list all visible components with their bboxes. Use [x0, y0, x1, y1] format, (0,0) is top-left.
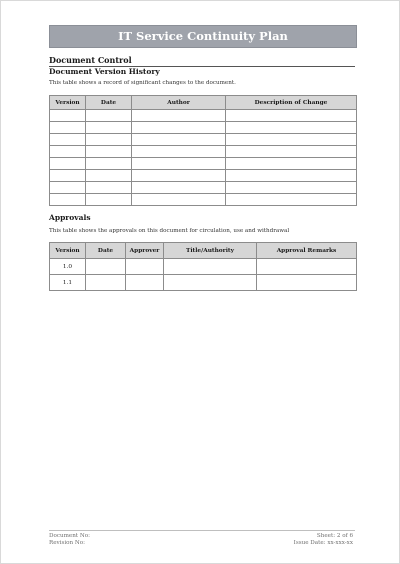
- table-cell[interactable]: [164, 275, 257, 291]
- footer-revision-no: Revision No:: [49, 540, 86, 546]
- column-header-title-authority: Title/Authority: [164, 243, 257, 259]
- table-row: [50, 134, 357, 146]
- table-cell[interactable]: [226, 170, 357, 182]
- footer-issue-date: Issue Date: xx-xxx-xx: [293, 540, 353, 546]
- column-header-version: Version: [50, 96, 86, 110]
- table-cell[interactable]: [132, 182, 226, 194]
- table-cell[interactable]: [132, 134, 226, 146]
- table-cell[interactable]: [132, 146, 226, 158]
- version-history-table: [49, 95, 357, 206]
- version-history-description: This table shows a record of significant changes to the document.: [49, 80, 236, 86]
- table-cell[interactable]: [226, 146, 357, 158]
- column-header-description-of-change: Description of Change: [226, 96, 357, 110]
- version-history-heading: Document Version History: [49, 67, 160, 76]
- footer-document-no: Document No:: [49, 533, 90, 539]
- table-row: [50, 122, 357, 134]
- table-row: [50, 170, 357, 182]
- table-cell[interactable]: [50, 110, 86, 122]
- footer-divider: [49, 530, 355, 531]
- table-cell[interactable]: [86, 134, 132, 146]
- table-cell[interactable]: [86, 122, 132, 134]
- table-cell[interactable]: [86, 182, 132, 194]
- table-row: [50, 146, 357, 158]
- table-row: [50, 158, 357, 170]
- table-row: [50, 182, 357, 194]
- table-cell[interactable]: [226, 182, 357, 194]
- table-cell[interactable]: [132, 122, 226, 134]
- table-cell[interactable]: [226, 110, 357, 122]
- table-cell[interactable]: [164, 259, 257, 275]
- table-cell[interactable]: [50, 134, 86, 146]
- table-cell[interactable]: [132, 110, 226, 122]
- table-cell[interactable]: [226, 134, 357, 146]
- table-cell-version[interactable]: 1.1: [50, 275, 86, 291]
- table-cell[interactable]: [132, 194, 226, 206]
- table-cell-version[interactable]: 1.0: [50, 259, 86, 275]
- table-row: [50, 259, 357, 275]
- table-cell[interactable]: [50, 158, 86, 170]
- table-cell[interactable]: [257, 275, 357, 291]
- table-cell[interactable]: [226, 122, 357, 134]
- table-cell[interactable]: [50, 182, 86, 194]
- table-cell[interactable]: [257, 259, 357, 275]
- approvals-description: This table shows the approvals on this document for circulation, use and withdrawal: [49, 228, 290, 234]
- table-cell[interactable]: [226, 194, 357, 206]
- approvals-table: [49, 242, 357, 291]
- table-cell[interactable]: [132, 158, 226, 170]
- column-header-approver: Approver: [126, 243, 164, 259]
- document-title: IT Service Continuity Plan: [49, 25, 357, 48]
- column-header-date: Date: [86, 243, 126, 259]
- table-cell[interactable]: [86, 158, 132, 170]
- column-header-version: Version: [50, 243, 86, 259]
- table-cell[interactable]: [126, 259, 164, 275]
- table-cell[interactable]: [86, 259, 126, 275]
- table-row: [50, 275, 357, 291]
- table-cell[interactable]: [86, 146, 132, 158]
- table-cell[interactable]: [132, 170, 226, 182]
- table-row: [50, 194, 357, 206]
- table-header-row: [50, 243, 357, 259]
- footer-sheet-number: Sheet: 2 of 6: [316, 533, 353, 539]
- table-cell[interactable]: [50, 170, 86, 182]
- table-cell[interactable]: [126, 275, 164, 291]
- table-cell[interactable]: [50, 194, 86, 206]
- approvals-heading: Approvals: [49, 213, 91, 222]
- table-cell[interactable]: [226, 158, 357, 170]
- table-cell[interactable]: [86, 170, 132, 182]
- column-header-author: Author: [132, 96, 226, 110]
- column-header-approval-remarks: Approval Remarks: [257, 243, 357, 259]
- table-cell[interactable]: [50, 146, 86, 158]
- table-cell[interactable]: [86, 275, 126, 291]
- section-heading-document-control: Document Control: [49, 55, 355, 67]
- column-header-date: Date: [86, 96, 132, 110]
- table-cell[interactable]: [86, 110, 132, 122]
- table-header-row: [50, 96, 357, 110]
- table-cell[interactable]: [86, 194, 132, 206]
- table-row: [50, 110, 357, 122]
- table-cell[interactable]: [50, 122, 86, 134]
